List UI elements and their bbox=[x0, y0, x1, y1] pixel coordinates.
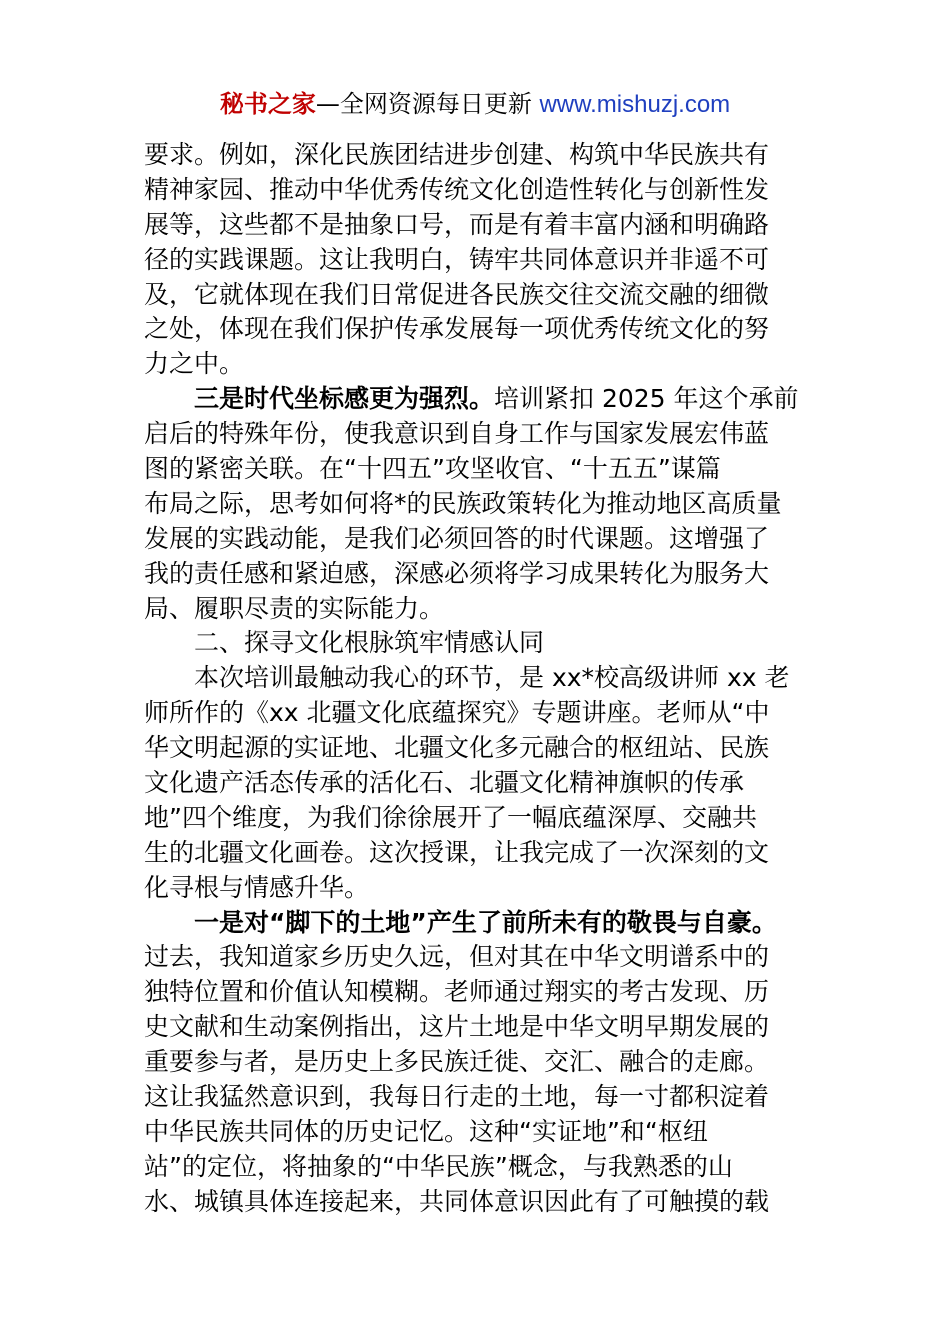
text-line: 中华民族共同体的历史记忆。这种“实证地”和“枢纽 bbox=[144, 1116, 708, 1146]
text-line: 地”四个维度，为我们徐徐展开了一幅底蕴深厚、交融共 bbox=[144, 802, 757, 832]
text-line: 文化遗产活态传承的活化石、北疆文化精神旗帜的传承 bbox=[144, 768, 745, 798]
text-line: 生的北疆文化画卷。这次授课，让我完成了一次深刻的文 bbox=[144, 837, 770, 867]
text-line: 本次培训最触动我心的环节，是 xx*校高级讲师 xx 老 bbox=[194, 663, 790, 693]
text-line: 华文明起源的实证地、北疆文化多元融合的枢纽站、民族 bbox=[144, 733, 770, 763]
text-line: 过去，我知道家乡历史久远，但对其在中华文明谱系中的 bbox=[144, 942, 770, 972]
paragraph-heading-line bbox=[144, 382, 808, 417]
text-line: 及，它就体现在我们日常促进各民族交往交流交融的细微 bbox=[144, 279, 770, 309]
text-line: 站”的定位，将抽象的“中华民族”概念，与我熟悉的山 bbox=[144, 1151, 733, 1181]
site-slogan: —全网资源每日更新 bbox=[315, 90, 532, 118]
text-line: 独特位置和价值认知模糊。老师通过翔实的考古发现、历 bbox=[144, 977, 770, 1007]
text-line: 重要参与者，是历史上多民族迁徙、交汇、融合的走廊。 bbox=[144, 1047, 770, 1077]
site-brand: 秘书之家 bbox=[219, 90, 316, 118]
text-line: 之处，体现在我们保护传承发展每一项优秀传统文化的努 bbox=[144, 314, 770, 344]
text-line: 师所作的《xx 北疆文化底蕴探究》专题讲座。老师从“中 bbox=[144, 698, 770, 728]
document-body bbox=[144, 138, 808, 1220]
site-header bbox=[0, 86, 950, 123]
text-line: 精神家园、推动中华优秀传统文化创造性转化与创新性发 bbox=[144, 174, 770, 204]
text-line: 这让我猛然意识到，我每日行走的土地，每一寸都积淀着 bbox=[144, 1082, 770, 1112]
text-line: 布局之际，思考如何将*的民族政策转化为推动地区高质量 bbox=[144, 488, 782, 518]
text-line: 启后的特殊年份，使我意识到自身工作与国家发展宏伟蓝 bbox=[144, 419, 770, 449]
bold-lead-heading: 一是对“脚下的土地”产生了前所未有的敬畏与自豪。 bbox=[194, 907, 777, 937]
site-url-link[interactable]: www.mishuzj.com bbox=[539, 91, 731, 118]
text-line: 水、城镇具体连接起来，共同体意识因此有了可触摸的载 bbox=[144, 1186, 770, 1216]
text-line: 局、履职尽责的实际能力。 bbox=[144, 593, 445, 623]
text-line: 发展的实践动能，是我们必须回答的时代课题。这增强了 bbox=[144, 523, 770, 553]
text-line: 径的实践课题。这让我明白，铸牢共同体意识并非遥不可 bbox=[144, 244, 770, 274]
text-line: 史文献和生动案例指出，这片土地是中华文明早期发展的 bbox=[144, 1012, 770, 1042]
text-line: 展等，这些都不是抽象口号，而是有着丰富内涵和明确路 bbox=[144, 209, 770, 239]
text-line: 要求。例如，深化民族团结进步创建、构筑中华民族共有 bbox=[144, 140, 770, 169]
text-line: 力之中。 bbox=[144, 349, 245, 379]
text-line: 图的紧密关联。在“十四五”攻坚收官、“十五五”谋篇 bbox=[144, 454, 721, 484]
section-heading: 二、探寻文化根脉筑牢情感认同 bbox=[194, 628, 545, 658]
bold-lead-heading: 三是时代坐标感更为强烈。 bbox=[194, 384, 495, 414]
text-line: 化寻根与情感升华。 bbox=[144, 872, 370, 902]
text-run: 培训紧扣 2025 年这个承前 bbox=[494, 384, 799, 414]
text-line: 我的责任感和紧迫感，深感必须将学习成果转化为服务大 bbox=[144, 558, 770, 588]
